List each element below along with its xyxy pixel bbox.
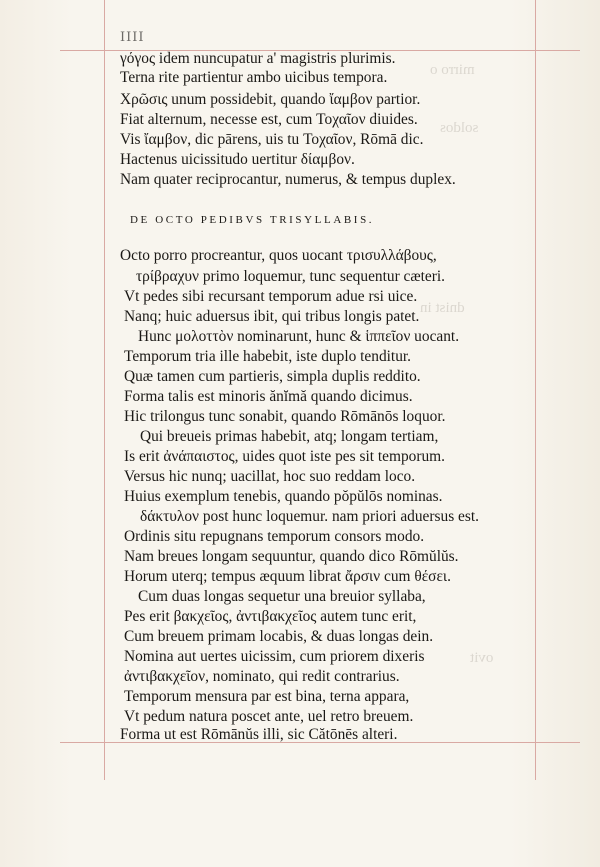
verse-line: Temporum mensura par est bina, terna appara, (124, 688, 410, 705)
section-heading: DE OCTO PEDIBVS TRISYLLABIS. (130, 214, 375, 226)
verse-line: Cum breuem primam locabis, & duas longas dein. (124, 628, 434, 645)
verse-line: Pes erit βακχεῖος, ἀντιβακχεῖος autem tunc erit, (124, 608, 417, 625)
verse-line: Χρῶσις unum possidebit, quando ἴαμβον partior. (120, 91, 421, 108)
show-through-text: dnist in (420, 300, 465, 316)
folio-number: IIII (120, 30, 145, 45)
verse-line: Octo porro procreantur, quos uocant τρισυλλάβους, (120, 247, 437, 264)
verse-line: Is erit ἀνάπαιστος, uides quot iste pes sit temporum. (124, 448, 445, 465)
verse-line: Nomina aut uertes uicissim, cum priorem dixeris (124, 648, 425, 665)
show-through-text: mirro o (430, 62, 475, 78)
verse-line: Vt pedes sibi recursant temporum adue rsi uice. (124, 288, 418, 305)
verse-line: Forma ut est Rōmānŭs illi, sic Cătōnēs alteri. (120, 726, 398, 743)
verse-line: Cum duas longas sequetur una breuior syllaba, (138, 588, 426, 605)
verse-line: Horum uterq; tempus æquum librat ἄρσιν cum θέσει. (124, 568, 451, 585)
verse-line: Nam quater reciprocantur, numerus, & tempus duplex. (120, 171, 456, 188)
verse-line: Quæ tamen cum partieris, simpla duplis reddito. (124, 368, 421, 385)
verse-line: Hic trilongus tunc sonabit, quando Rōmānōs loquor. (124, 408, 446, 425)
verse-line: Huius exemplum tenebis, quando pŏpŭlōs nominas. (124, 488, 443, 505)
ruling-line-left (104, 0, 105, 780)
verse-line: Hactenus uicissitudo uertitur δίαμβον. (120, 151, 355, 168)
verse-line: δάκτυλον post hunc loquemur. nam priori aduersus est. (140, 508, 479, 525)
verse-line: Ordinis situ repugnans temporum consors modo. (124, 528, 425, 545)
verse-line: Qui breueis primas habebit, atq; longam tertiam, (140, 428, 439, 445)
verse-line: Vt pedum natura poscet ante, uel retro breuem. (124, 708, 414, 725)
show-through-text: soldos (440, 120, 479, 136)
verse-line: τρίβραχυν primo loquemur, tunc sequentur cæteri. (136, 268, 445, 285)
verse-line: Nam breues longam sequuntur, quando dico Rōmŭlŭs. (124, 548, 459, 565)
verse-line: ἀντιβακχεῖον, nominato, qui redit contrarius. (124, 668, 400, 685)
verse-line: Vis ἴαμβον, dic pārens, uis tu Τοχαῖον, Rōmā dic. (120, 131, 424, 148)
verse-line: γόγος idem nuncupatur a' magistris plurimis. (120, 50, 396, 67)
verse-line: Hunc μολοττὸν nominarunt, hunc & ἱππεῖον uocant. (138, 328, 460, 345)
verse-line: Forma talis est minoris ănĭmă quando dicimus. (124, 388, 413, 405)
verse-line: Nanq; huic aduersus ibit, qui tribus longis patet. (124, 308, 420, 325)
verse-line: Fiat alternum, necesse est, cum Τοχαῖον diuides. (120, 111, 418, 128)
verse-line: Versus hic nunq; uacillat, hoc suo reddam loco. (124, 468, 416, 485)
verse-line: Temporum tria ille habebit, iste duplo tenditur. (124, 348, 412, 365)
show-through-text: ovit (470, 650, 494, 666)
ruling-line-right (535, 0, 536, 780)
verse-line: Terna rite partientur ambo uicibus tempora. (120, 69, 388, 86)
